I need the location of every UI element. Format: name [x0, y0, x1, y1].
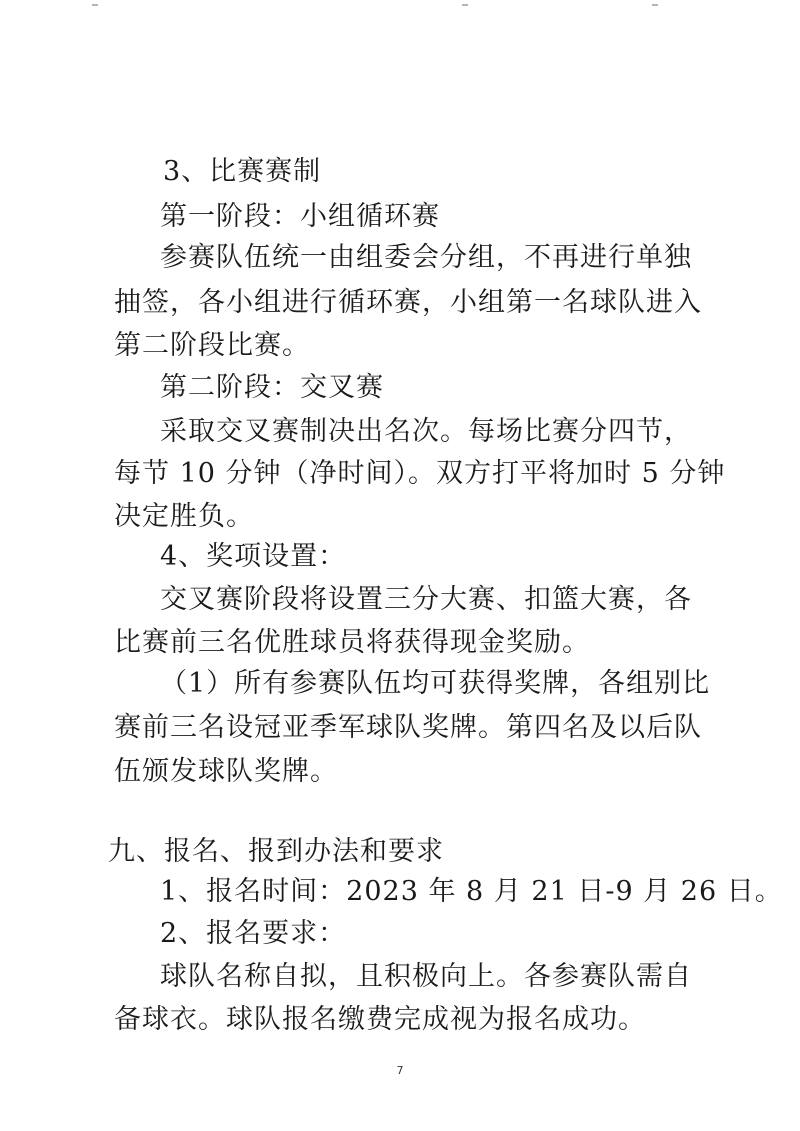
page-number: 7 — [396, 1064, 404, 1077]
paragraph-line: 采取交叉赛制决出名次。每场比赛分四节， — [160, 416, 692, 447]
paragraph-line: 2、报名要求： — [160, 918, 347, 949]
paragraph-line: 赛前三名设冠亚季军球队奖牌。第四名及以后队 — [114, 712, 702, 743]
stage-two-heading: 第二阶段：交叉赛 — [160, 372, 384, 403]
section-heading-registration: 九、报名、报到办法和要求 — [108, 836, 444, 867]
paragraph-line: 每节 10 分钟（净时间）。双方打平将加时 5 分钟 — [114, 458, 726, 489]
paragraph-line: 球队名称自拟，且积极向上。各参赛队需自 — [160, 961, 692, 992]
section-heading-awards: 4、奖项设置： — [160, 541, 347, 572]
paragraph-line: 交叉赛阶段将设置三分大赛、扣篮大赛，各 — [160, 584, 692, 615]
paragraph-line: 决定胜负。 — [114, 501, 254, 532]
paragraph-line: 伍颁发球队奖牌。 — [114, 756, 338, 787]
scan-mark — [462, 4, 468, 6]
stage-one-heading: 第一阶段：小组循环赛 — [160, 201, 440, 232]
paragraph-line: 参赛队伍统一由组委会分组，不再进行单独 — [160, 242, 692, 273]
scan-mark — [652, 4, 658, 6]
scan-mark — [92, 4, 98, 6]
paragraph-line: 1、报名时间：2023 年 8 月 21 日-9 月 26 日。 — [160, 876, 783, 907]
paragraph-line: （1）所有参赛队伍均可获得奖牌，各组别比 — [160, 668, 711, 699]
paragraph-line: 备球衣。球队报名缴费完成视为报名成功。 — [114, 1004, 646, 1035]
paragraph-line: 第二阶段比赛。 — [114, 330, 310, 361]
paragraph-line: 抽签，各小组进行循环赛，小组第一名球队进入 — [114, 287, 702, 318]
section-heading-competition-format: 3、比赛赛制 — [163, 156, 322, 187]
paragraph-line: 比赛前三名优胜球员将获得现金奖励。 — [114, 627, 590, 658]
